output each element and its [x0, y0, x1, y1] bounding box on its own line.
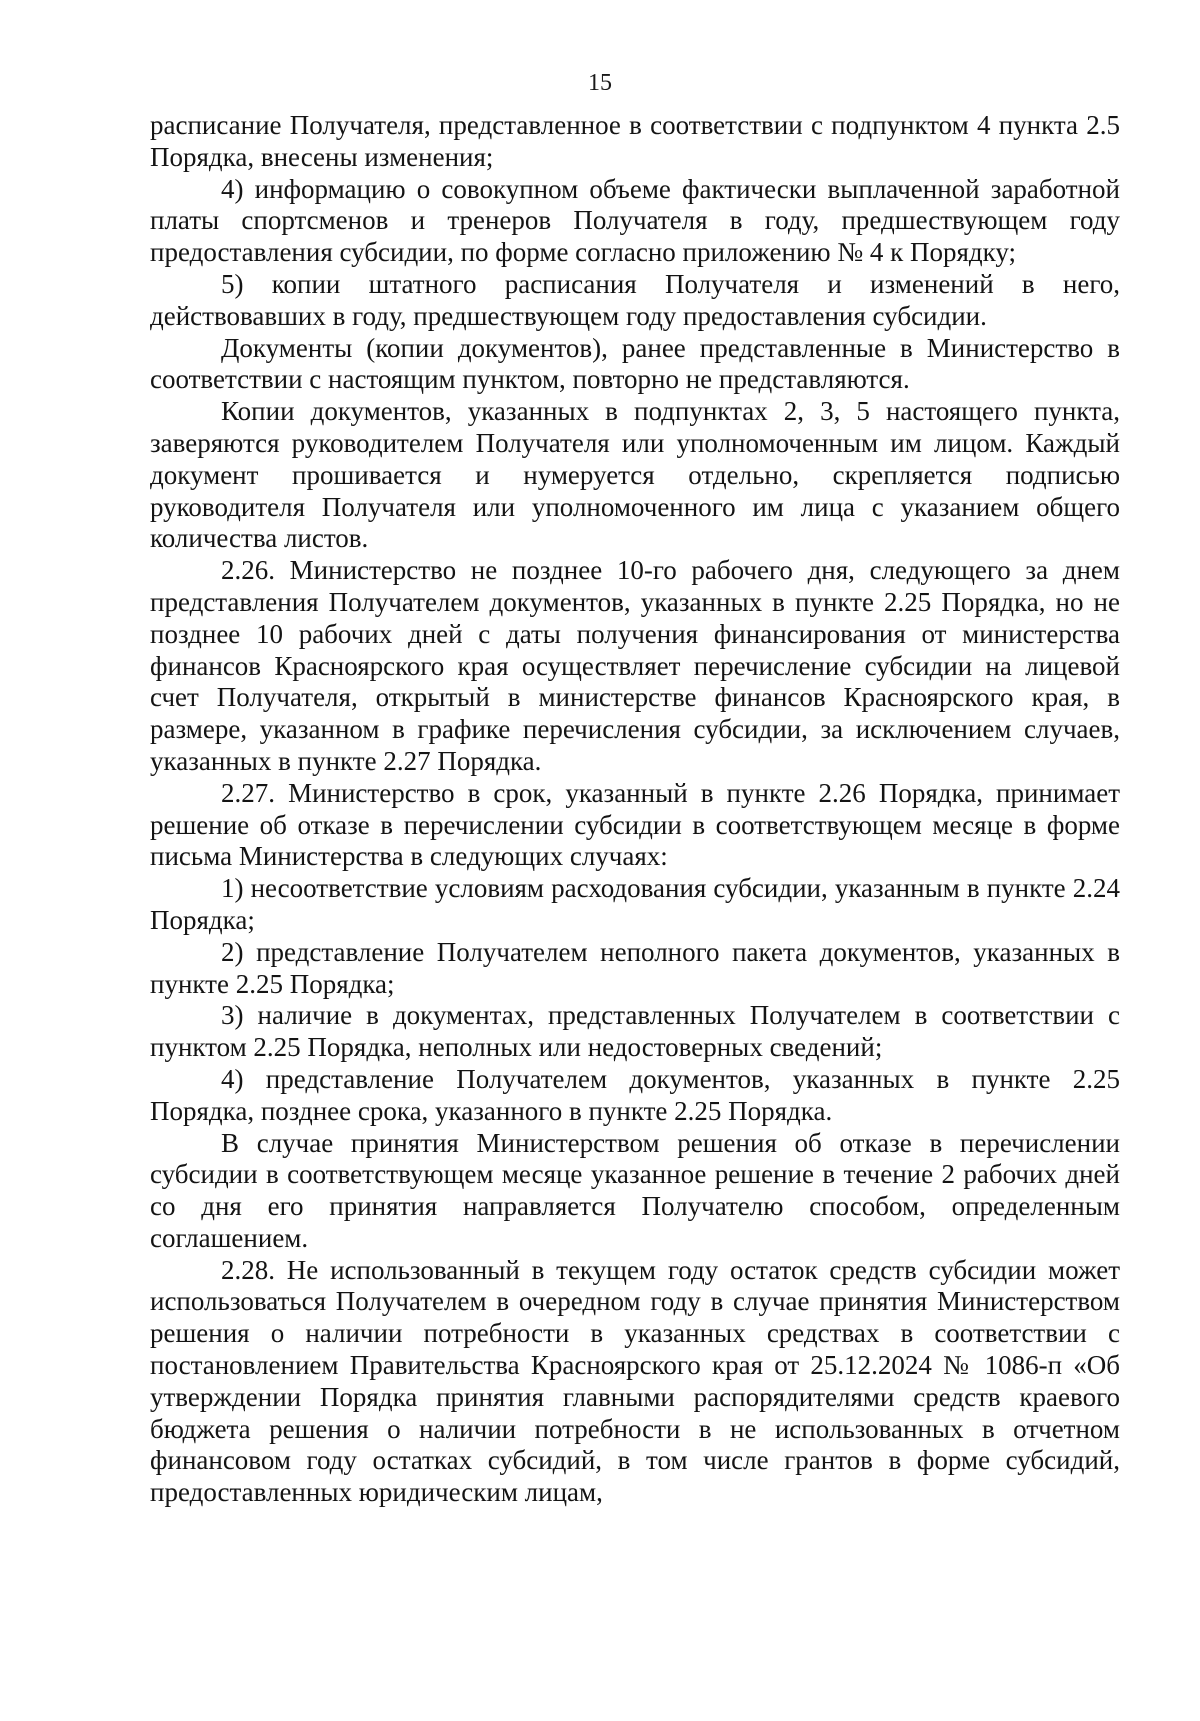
- clause-2-27: 2.27. Министерство в срок, указанный в пункте 2.26 Порядка, принимает решение об отказе в перечислении субсидии в соответствующем месяце в форме письма Министерства в следующих случаях:: [150, 777, 1120, 872]
- clause-2-28: 2.28. Не использованный в текущем году остаток средств субсидии может использоваться Получателем в очередном году в случае принятия Министерством решения о наличии потребности в указанных средствах в соответствии с постановлением Правительства Красноярского края от 25.12.2024 № 1086-п «Об утверждении Порядка принятия главными распорядителями средств краевого бюджета решения о наличии потребности в не использованных в отчетном финансовом году остатках субсидий, в том числе грантов в форме субсидий, предоставленных юридическим лицам,: [150, 1254, 1120, 1508]
- refusal-reason-3: 3) наличие в документах, представленных Получателем в соответствии с пунктом 2.25 Порядка, неполных или недостоверных сведений;: [150, 1000, 1120, 1063]
- refusal-reason-4: 4) представление Получателем документов, указанных в пункте 2.25 Порядка, позднее срока, указанного в пункте 2.25 Порядка.: [150, 1063, 1120, 1126]
- clause-2-26: 2.26. Министерство не позднее 10-го рабочего дня, следующего за днем представления Получателем документов, указанных в пункте 2.25 Порядка, но не позднее 10 рабочих дней с даты получения финансирования от министерства финансов Красноярского края осуществляет перечисление субсидии на лицевой счет Получателя, открытый в министерстве финансов Красноярского края, в размере, указанном в графике перечисления субсидии, за исключением случаев, указанных в пункте 2.27 Порядка.: [150, 555, 1120, 776]
- paragraph-refusal-notification: В случае принятия Министерством решения об отказе в перечислении субсидии в соответствующем месяце указанное решение в течение 2 рабочих дней со дня его принятия направляется Получателю способом, определенным соглашением.: [150, 1127, 1120, 1253]
- paragraph-continuation: расписание Получателя, представленное в соответствии с подпунктом 4 пункта 2.5 Порядка, внесены изменения;: [150, 110, 1120, 172]
- paragraph-documents-not-resubmitted: Документы (копии документов), ранее представленные в Министерство в соответствии с настоящим пунктом, повторно не представляются.: [150, 332, 1120, 395]
- list-item-4-salary-info: 4) информацию о совокупном объеме фактически выплаченной заработной платы спортсменов и тренеров Получателя в году, предшествующем году предоставления субсидии, по форме согласно приложению № 4 к Порядку;: [150, 173, 1120, 268]
- page-number: 15: [588, 70, 612, 96]
- list-item-5-staff-schedule: 5) копии штатного расписания Получателя и изменений в него, действовавших в году, предшествующем году предоставления субсидии.: [150, 268, 1120, 331]
- refusal-reason-1: 1) несоответствие условиям расходования субсидии, указанным в пункте 2.24 Порядка;: [150, 873, 1120, 935]
- document-body: [150, 110, 1120, 1509]
- refusal-reason-2: 2) представление Получателем неполного пакета документов, указанных в пункте 2.25 Порядка;: [150, 936, 1120, 999]
- paragraph-copies-certification: Копии документов, указанных в подпунктах 2, 3, 5 настоящего пункта, заверяются руководителем Получателя или уполномоченным им лицом. Каждый документ прошивается и нумеруется отдельно, скрепляется подписью руководителя Получателя или уполномоченного им лица с указанием общего количества листов.: [150, 396, 1120, 554]
